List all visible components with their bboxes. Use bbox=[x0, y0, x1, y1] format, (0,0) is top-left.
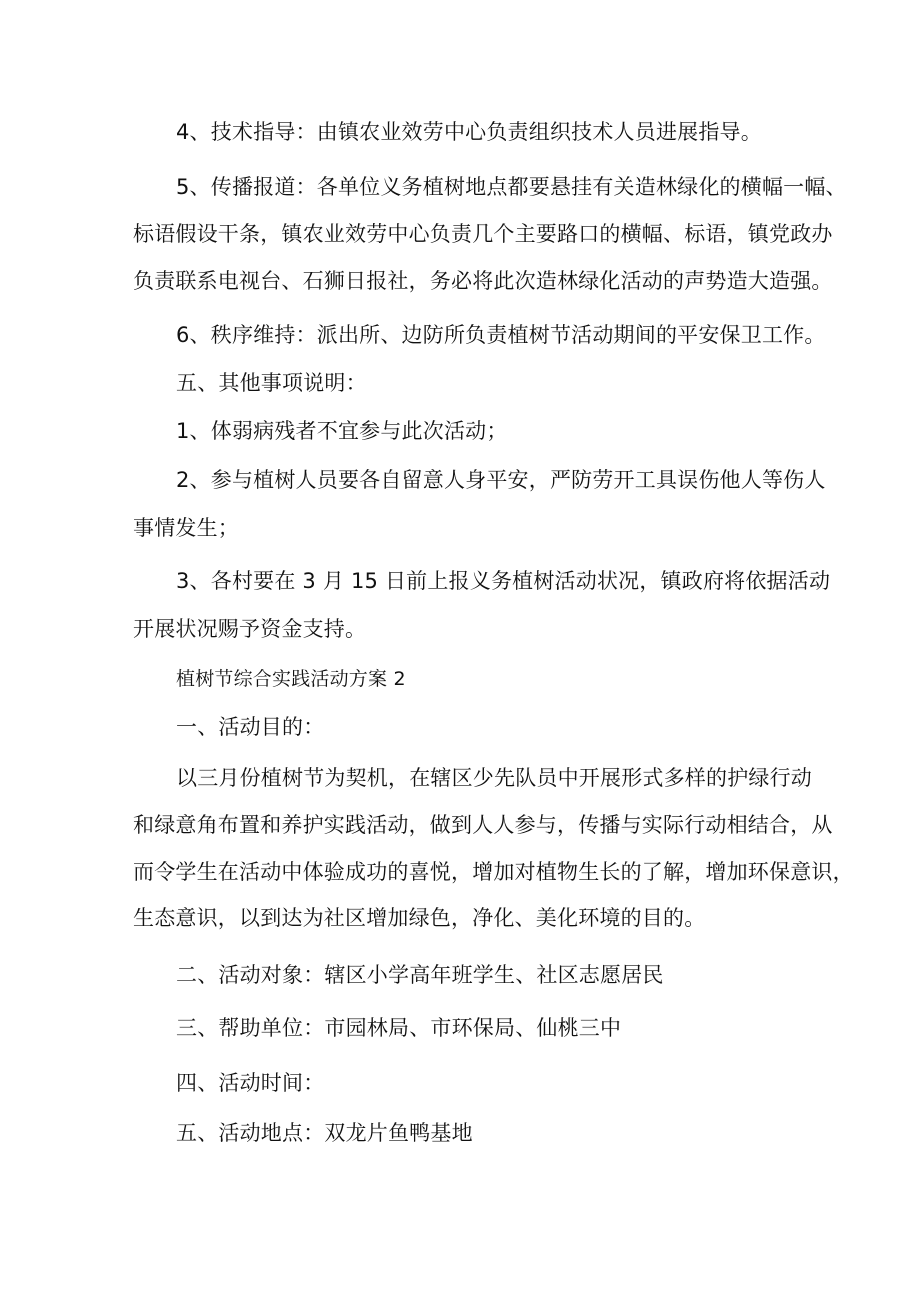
paragraph-purpose-line-1: 以三月份植树节为契机，在辖区少先队员中开展形式多样的护绿行动 bbox=[176, 766, 812, 790]
paragraph-tech-guidance: 4、技术指导：由镇农业效劳中心负责组织技术人员进展指导。 bbox=[176, 120, 762, 144]
paragraph-order-maintenance: 6、秩序维持：派出所、边防所负责植树节活动期间的平安保卫工作。 bbox=[176, 323, 826, 347]
section-heading-support-units: 三、帮助单位：市园林局、市环保局、仙桃三中 bbox=[176, 1016, 622, 1040]
paragraph-purpose-line-3: 而令学生在活动中体验成功的喜悦，增加对植物生长的了解，增加环保意识， bbox=[133, 860, 854, 884]
plan-title: 植树节综合实践活动方案 2 bbox=[176, 668, 406, 690]
list-item-3-line-2: 开展状况赐予资金支持。 bbox=[133, 617, 367, 641]
paragraph-publicity-line-3: 负责联系电视台、石狮日报社，务必将此次造林绿化活动的声势造大造强。 bbox=[133, 269, 833, 293]
list-item-1: 1、体弱病残者不宜参与此次活动； bbox=[176, 419, 508, 443]
list-item-2-line-1: 2、参与植树人员要各自留意人身平安，严防劳开工具误伤他人等伤人 bbox=[176, 468, 826, 492]
section-heading-purpose: 一、活动目的： bbox=[176, 715, 325, 739]
list-item-3-line-1: 3、各村要在 3 月 15 日前上报义务植树活动状况，镇政府将依据活动 bbox=[176, 569, 831, 593]
paragraph-publicity-line-1: 5、传播报道：各单位义务植树地点都要悬挂有关造林绿化的横幅一幅、 bbox=[176, 175, 847, 199]
section-heading-other-matters: 五、其他事项说明： bbox=[176, 371, 367, 395]
section-heading-activity-location: 五、活动地点：双龙片鱼鸭基地 bbox=[176, 1121, 473, 1145]
paragraph-purpose-line-2: 和绿意角布置和养护实践活动，做到人人参与，传播与实际行动相结合，从 bbox=[133, 813, 833, 837]
section-heading-activity-time: 四、活动时间： bbox=[176, 1071, 325, 1095]
section-heading-participants: 二、活动对象：辖区小学高年班学生、社区志愿居民 bbox=[176, 963, 664, 987]
paragraph-purpose-line-4: 生态意识，以到达为社区增加绿色，净化、美化环境的目的。 bbox=[133, 906, 706, 930]
paragraph-publicity-line-2: 标语假设干条，镇农业效劳中心负责几个主要路口的横幅、标语，镇党政办 bbox=[133, 222, 833, 246]
list-item-2-line-2: 事情发生； bbox=[133, 516, 239, 540]
